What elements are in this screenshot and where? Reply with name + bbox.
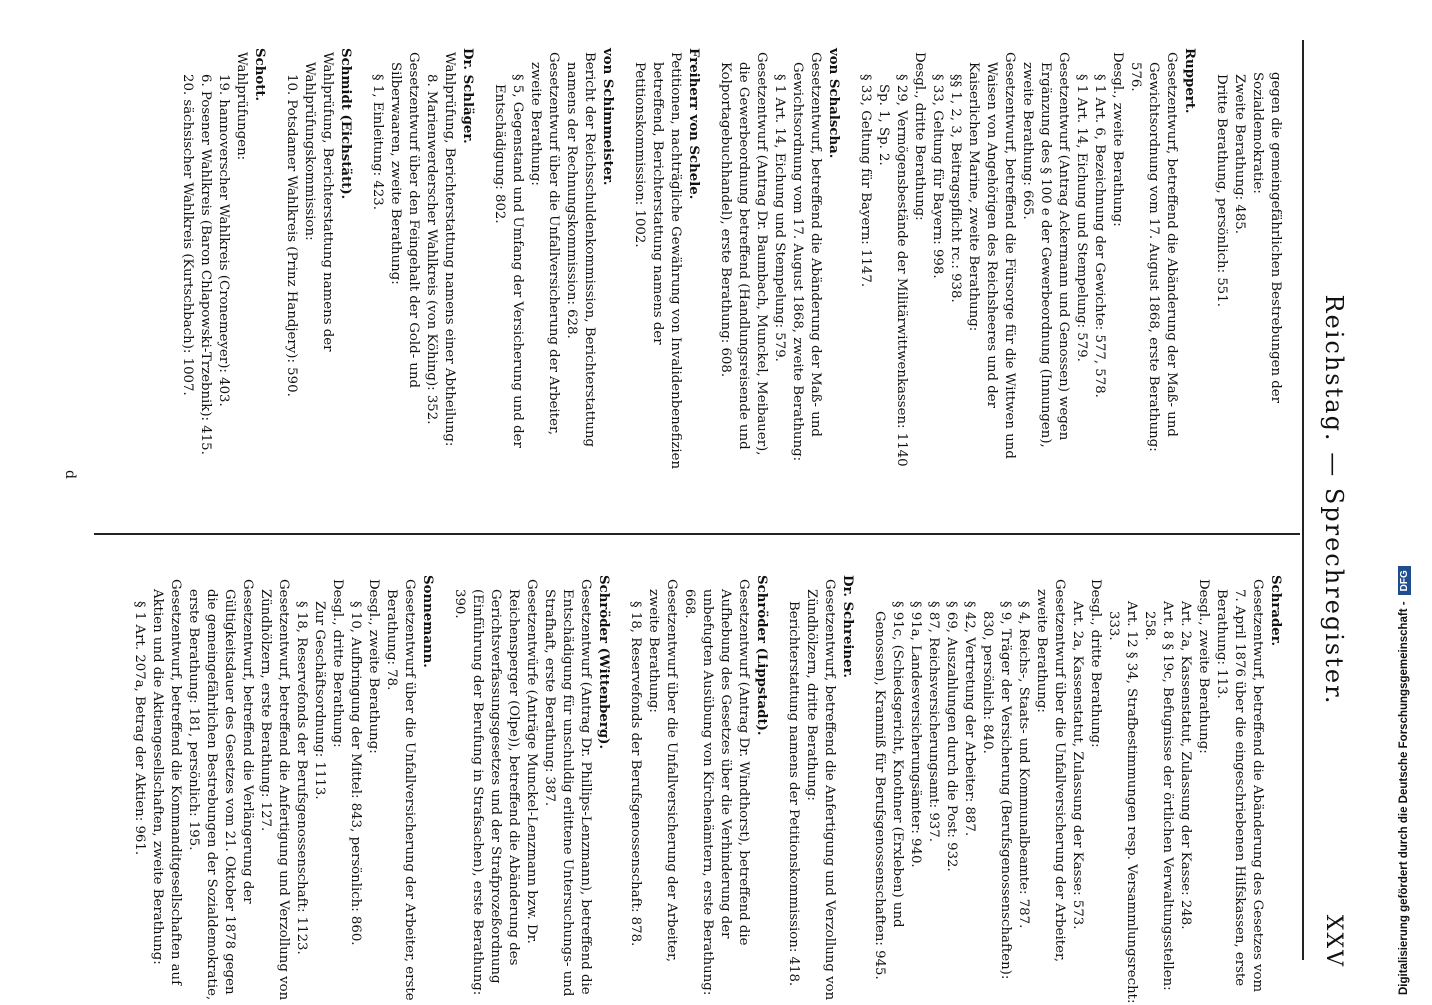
- entry-line: § 5, Gegenstand und Umfang der Versicherung und der Entschädigung: 802.: [492, 74, 525, 448]
- entry-line: Zweite Berathung: 485.: [1232, 74, 1247, 234]
- header-rule: [1302, 40, 1304, 960]
- entry-line: § 1, Einleitung: 423.: [370, 74, 385, 210]
- speaker-name: Dr. Schläger.: [460, 48, 475, 144]
- entry-line: § 1 Art. 14, Eichung und Stempelung: 579.: [772, 74, 787, 362]
- entry-line: Desgl., zweite Berathung:: [366, 579, 381, 754]
- entry-line: 20. sächsischer Wahlkreis (Kurtschbach): 1007.: [180, 74, 195, 396]
- entry-line: § 18, Reservefonds der Berufsgenossenschaft: 878.: [628, 601, 643, 947]
- entry-line: Berichterstattung namens der Petitionskommission: 418.: [786, 601, 801, 987]
- entry-line: § 29, Vermögensbestände der Militärwittwenkassen: 1140 Sp. 1, Sp. 2.: [876, 74, 909, 467]
- entry-line: § 18, Reservefonds der Berufsgenossenschaft: 1123.: [294, 601, 309, 955]
- entry-line: Dritte Berathung, persönlich: 551.: [1214, 74, 1229, 307]
- register-entry: [784, 575, 856, 1005]
- register-entry: [716, 48, 842, 478]
- register-entry: [856, 48, 1198, 478]
- entry-line: Gesetzentwurf (Antrag Dr. Windthorst), betreffend die Aufhebung des Gesetzes über die Verhinderung der unbefugten Ausübung von Kirchenämtern, erste Berathung: 668.: [682, 579, 751, 996]
- register-entry: [178, 48, 268, 478]
- side-note: [1392, 0, 1416, 995]
- register-entry: [368, 48, 476, 478]
- entry-line: Gesetzentwurf über die Unfallversicherung der Arbeiter, zweite Berathung:: [528, 52, 561, 436]
- entry-line: gegen die gemeingefährlichen Bestrebungen der Sozialdemokratie:: [1250, 72, 1283, 403]
- entry-line: § 9, Träger der Versicherung (Berufsgenossenschaften): 830, persönlich: 840.: [980, 601, 1013, 980]
- speaker-name: Schröder (Wittenberg).: [596, 575, 611, 750]
- entry-line: § 69, Auszahlungen durch die Post: 932.: [944, 601, 959, 872]
- entry-line: Gesetzentwurf über die Unfallversicherung der Arbeiter, zweite Berathung:: [646, 579, 679, 963]
- entry-line: Wahlprüfung, Berichterstattung namens einer Abtheilung:: [442, 52, 457, 447]
- entry-line: 19. hannoverscher Wahlkreis (Cronemeyer): 403.: [216, 74, 231, 407]
- speaker-name: Schott.: [252, 48, 267, 102]
- speaker-name: Schmidt (Eichstätt).: [338, 48, 353, 200]
- register-entry: [870, 575, 1284, 1005]
- entry-line: § 1 Art. 14, Eichung und Stempelung: 579.: [1074, 74, 1089, 362]
- entry-line: Wahlprüfung, Berichterstattung namens der Wahlprüfungskommission:: [302, 52, 335, 352]
- entry-line: Bericht der Reichsschuldenkommission, Berichterstattung namens der Rechnungskommission: 628.: [564, 52, 597, 448]
- entry-line: § 91a, Landesversicherungsämter: 940.: [908, 601, 923, 868]
- entry-line: Art. 2a, Kassenstatut, Zulassung der Kasse: 248.: [1178, 601, 1193, 930]
- page-header-title: Reichstag. — Sprechregister.: [1320, 294, 1348, 706]
- entry-line: Desgl., dritte Berathung:: [330, 579, 345, 748]
- register-entry: [282, 48, 354, 478]
- entry-line: Gesetzentwurf (Antrag Dr. Baumbach, Munckel, Meibauer), die Gewerbeordnung betreffend (Handlungsreisende und Kolportagebuchhandel), erste Berathung: 608.: [718, 52, 769, 456]
- register-entry: [130, 575, 436, 1005]
- entry-line: § 33, Geltung für Bayern: 1147.: [858, 74, 873, 288]
- speaker-name: von Schalscha.: [826, 48, 841, 159]
- speaker-name: Dr. Schreiner.: [840, 575, 855, 678]
- speaker-name: Schrader.: [1268, 575, 1283, 647]
- entry-line: Gesetzentwurf, betreffend die Kommanditgesellschaften auf Aktien und die Aktiengesellschaften, zweite Berathung:: [150, 579, 183, 986]
- speaker-name: Sonnemann.: [420, 575, 435, 668]
- entry-line: Gesetzentwurf (Antrag Ackermann und Genossen) wegen Ergänzung des § 100 e der Gewerbeordnung (Innungen), zweite Berathung: 665.: [1020, 52, 1071, 448]
- entry-line: §§ 1, 2, 3, Beitragspflicht rc.: 938.: [948, 74, 963, 303]
- page-number: XXV: [1321, 914, 1347, 968]
- entry-line: 8. Marienwerderscher Wahlkreis (von Köhing): 352.: [424, 74, 439, 425]
- speaker-name: Schröder (Lippstadt).: [754, 575, 769, 736]
- entry-line: Art. 12 § 34, Strafbestimmungen resp. Versammlungsrecht: 333.: [1106, 601, 1139, 1004]
- entry-line: § 91c, (Schiedsgericht, Knothner (Erxleben) und Genossen), Kranmiß für Berufsgenossenschaften: 945.: [872, 601, 905, 980]
- speaker-name: Freiherr von Schele.: [686, 48, 701, 200]
- entry-line: Gesetzentwurf, betreffend die Abänderung des Gesetzes vom 7. April 1876 über die eingeschriebenen Hilfskassen, erste Berathung: 113.: [1214, 579, 1265, 993]
- right-column: [74, 575, 1284, 1005]
- entry-line: Art. 8 § 19c, Befugnisse der örtlichen Verwaltungsstellen: 258.: [1142, 601, 1175, 991]
- scanned-page: [34, 0, 1376, 1004]
- entry-line: § 33, Geltung für Bayern: 998.: [930, 74, 945, 279]
- entry-line: Desgl., zweite Berathung:: [1196, 579, 1211, 754]
- entry-line: Gesetzentwurf über die Unfallversicherung der Arbeiter, erste Berathung: 78.: [384, 579, 417, 1001]
- register-entry: [630, 48, 702, 478]
- register-entry: [626, 575, 770, 1005]
- entry-line: Wahlprüfungen:: [234, 52, 249, 161]
- register-entry: [450, 575, 612, 1005]
- entry-line: § 42, Vertretung der Arbeiter: 887.: [962, 601, 977, 837]
- entry-line: Desgl., dritte Berathung:: [1088, 579, 1103, 748]
- entry-line: Gesetzentwürfe (Anträge Munckel-Lenzmann bzw. Dr. Reichensperger (Olpe)), betreffend die Abänderung des Gerichtsverfassungsgesetzes und der Strafprozeßordnung (Einführung der Berufung in Strafsachen), erste Berathung: 390.: [452, 579, 539, 996]
- entry-line: 10. Potsdamer Wahlkreis (Prinz Handjery): 590.: [284, 74, 299, 397]
- entry-line: Gesetzentwurf, betreffend die Verlängerung der Gültigkeitsdauer des Gesetzes vom 21. Oktober 1878 gegen die gemeingefährlichen Bestrebungen der Sozialdemokratie, erste Berathung: 181, persönlich: 195.: [186, 579, 255, 1001]
- entry-line: Gesetzentwurf, betreffend die Abänderung der Maß- und Gewichtsordnung vom 17. August 1868, erste Berathung: 576.: [1128, 52, 1179, 452]
- entry-line: § 1 Art. 207a, Betrag der Aktien: 961.: [132, 601, 147, 856]
- entry-line: Gesetzentwurf (Antrag Dr. Phillips-Lenzmann), betreffend die Entschädigung für unschuldig erlittene Untersuchungs- und Strafhaft, erste Berathung: 387.: [542, 579, 593, 997]
- entry-line: Gesetzentwurf, betreffend die Anfertigung und Verzollung von Zündhölzern, dritte Berathung:: [804, 579, 837, 1001]
- entry-line: Zur Geschäftsordnung: 1113.: [312, 601, 327, 800]
- entry-line: § 87, Reichsversicherungsamt: 937.: [926, 601, 941, 842]
- page-header: [1314, 24, 1354, 976]
- entry-line: § 4, Reichs-, Staats- und Kommunalbeamte: 787.: [1016, 601, 1031, 929]
- entry-line: Petitionen, nachträgliche Gewährung von Invalidenbenefizien betreffend, Berichterstattung namens der Petitionskommission: 1002.: [632, 52, 683, 470]
- entry-line: Gesetzentwurf, betreffend die Abänderung der Maß- und Gewichtsordnung vom 17. August 1868, zweite Berathung:: [790, 52, 823, 462]
- entry-line: Gesetzentwurf, betreffend die Fürsorge für die Wittwen und Waisen von Angehörigen des Reichsheeres und der Kaiserlichen Marine, zweite Berathung:: [966, 52, 1017, 459]
- entry-line: Gesetzentwurf, betreffend die Anfertigung und Verzollung von Zündhölzern, erste Berathung: 127.: [258, 579, 291, 1001]
- register-entry: [490, 48, 616, 478]
- column-divider: [94, 533, 1300, 535]
- entry-line: Desgl., dritte Berathung:: [912, 52, 927, 221]
- entry-line: Art. 2a, Kassenstatut, Zulassung der Kasse: 573.: [1070, 601, 1085, 930]
- side-note-text: Digitalisierung gefördert durch die Deutsche Forschungsgemeinschaft -: [1398, 601, 1410, 995]
- register-entry: [1212, 48, 1284, 478]
- entry-line: Desgl., zweite Berathung:: [1110, 52, 1125, 227]
- dfg-logo: DFG: [1398, 566, 1411, 595]
- speaker-name: von Schimmeister.: [600, 48, 615, 186]
- entry-line: 6. Posener Wahlkreis (Baron Chlapowski-Trzebnik): 415.: [198, 74, 213, 455]
- entry-line: § 10, Aufbringung der Mittel: 843, persönlich: 860.: [348, 601, 363, 946]
- signature-mark: d: [62, 470, 78, 479]
- left-column: [74, 48, 1284, 478]
- entry-line: Gesetzentwurf über die Unfallversicherung der Arbeiter, zweite Berathung:: [1034, 579, 1067, 963]
- speaker-name: Ruppert.: [1182, 48, 1197, 114]
- entry-line: § 1 Art. 6, Bezeichnung der Gewichte: 577, 578.: [1092, 74, 1107, 398]
- entry-line: Gesetzentwurf über den Feingehalt der Gold- und Silberwaaren, zweite Berathung:: [388, 52, 421, 389]
